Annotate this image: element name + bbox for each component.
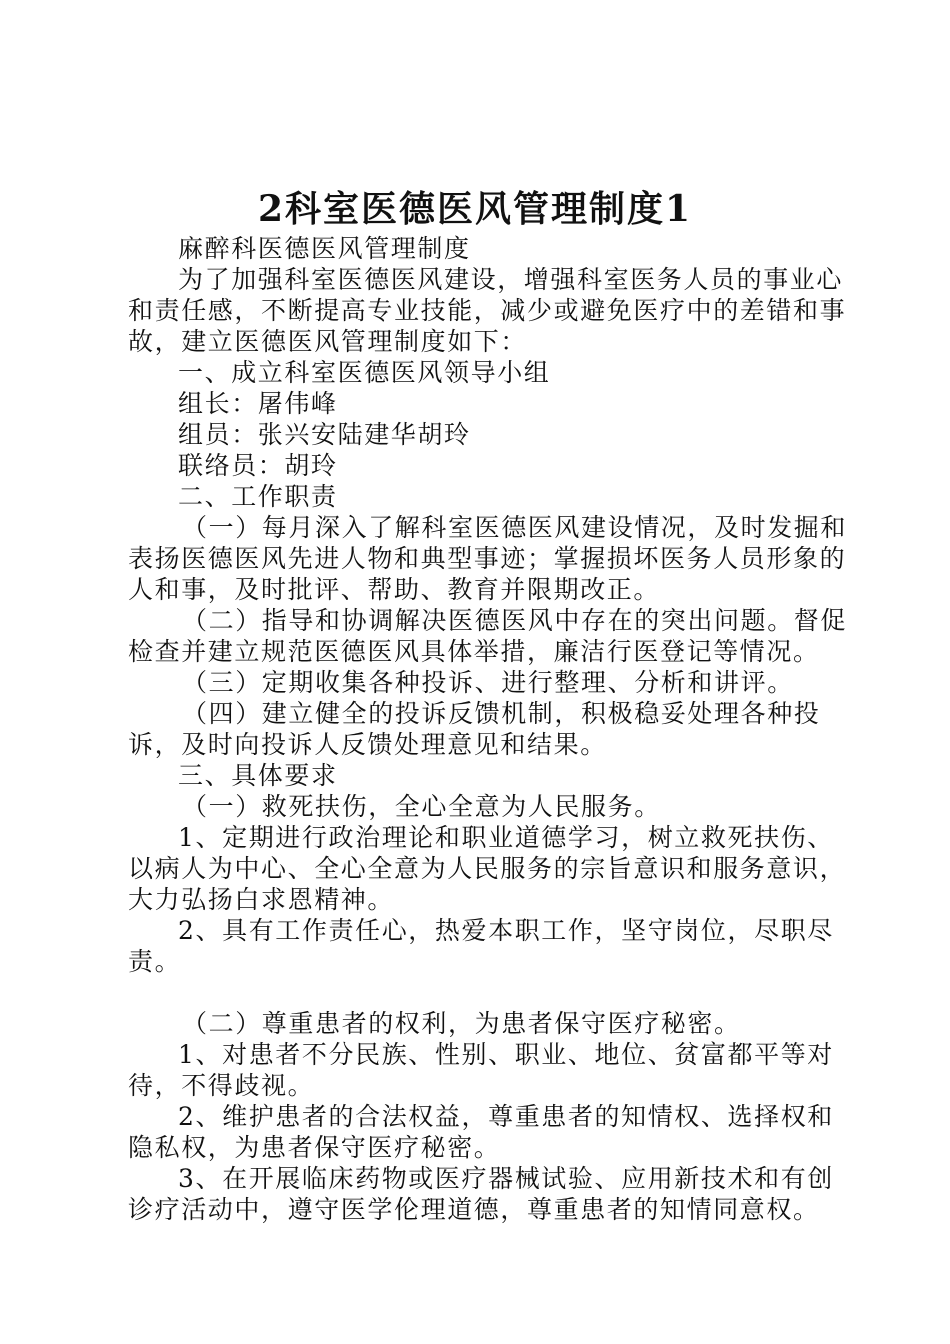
section-heading-3: 三、具体要求 <box>178 761 338 790</box>
requirement-heading-1: （一）救死扶伤，全心全意为人民服务。 <box>182 792 661 821</box>
duty-item-1: （一）每月深入了解科室医德医风建设情况，及时发掘和表扬医德医风先进人物和典型事迹；掌握损坏医务人员形象的人和事，及时批评、帮助、教育并限期改正。 <box>128 513 848 604</box>
liaison-line: 联络员：胡玲 <box>178 451 338 480</box>
document-body <box>128 233 858 1225</box>
intro-paragraph: 为了加强科室医德医风建设，增强科室医务人员的事业心和责任感，不断提高专业技能，减少或避免医疗中的差错和事故，建立医德医风管理制度如下： <box>128 265 847 356</box>
document-title: 2科室医德医风管理制度1 <box>257 188 693 230</box>
requirement-2-item-1: 1、对患者不分民族、性别、职业、地位、贫富都平等对待，不得歧视。 <box>128 1040 834 1100</box>
section-heading-department: 麻醉科医德医风管理制度 <box>178 234 471 263</box>
blank-line <box>128 977 858 1008</box>
group-members-line: 组员：张兴安陆建华胡玲 <box>178 420 471 449</box>
requirement-1-item-1: 1、定期进行政治理论和职业道德学习，树立救死扶伤、以病人为中心、全心全意为人民服务的宗旨意识和服务意识，大力弘扬白求恩精神。 <box>128 823 847 914</box>
group-leader-line: 组长：屠伟峰 <box>178 389 338 418</box>
duty-item-4: （四）建立健全的投诉反馈机制，积极稳妥处理各种投诉，及时向投诉人反馈处理意见和结果。 <box>128 699 821 759</box>
section-heading-1: 一、成立科室医德医风领导小组 <box>178 358 551 387</box>
section-heading-2: 二、工作职责 <box>178 482 338 511</box>
requirement-2-item-2: 2、维护患者的合法权益，尊重患者的知情权、选择权和隐私权，为患者保守医疗秘密。 <box>128 1102 834 1162</box>
requirement-2-item-3: 3、在开展临床药物或医疗器械试验、应用新技术和有创诊疗活动中，遵守医学伦理道德，尊重患者的知情同意权。 <box>128 1164 834 1224</box>
requirement-heading-2: （二）尊重患者的权利，为患者保守医疗秘密。 <box>182 1009 741 1038</box>
requirement-1-item-2: 2、具有工作责任心，热爱本职工作，坚守岗位，尽职尽责。 <box>128 916 834 976</box>
duty-item-3: （三）定期收集各种投诉、进行整理、分析和讲评。 <box>182 668 794 697</box>
duty-item-2: （二）指导和协调解决医德医风中存在的突出问题。督促检查并建立规范医德医风具体举措，廉洁行医登记等情况。 <box>128 606 848 666</box>
